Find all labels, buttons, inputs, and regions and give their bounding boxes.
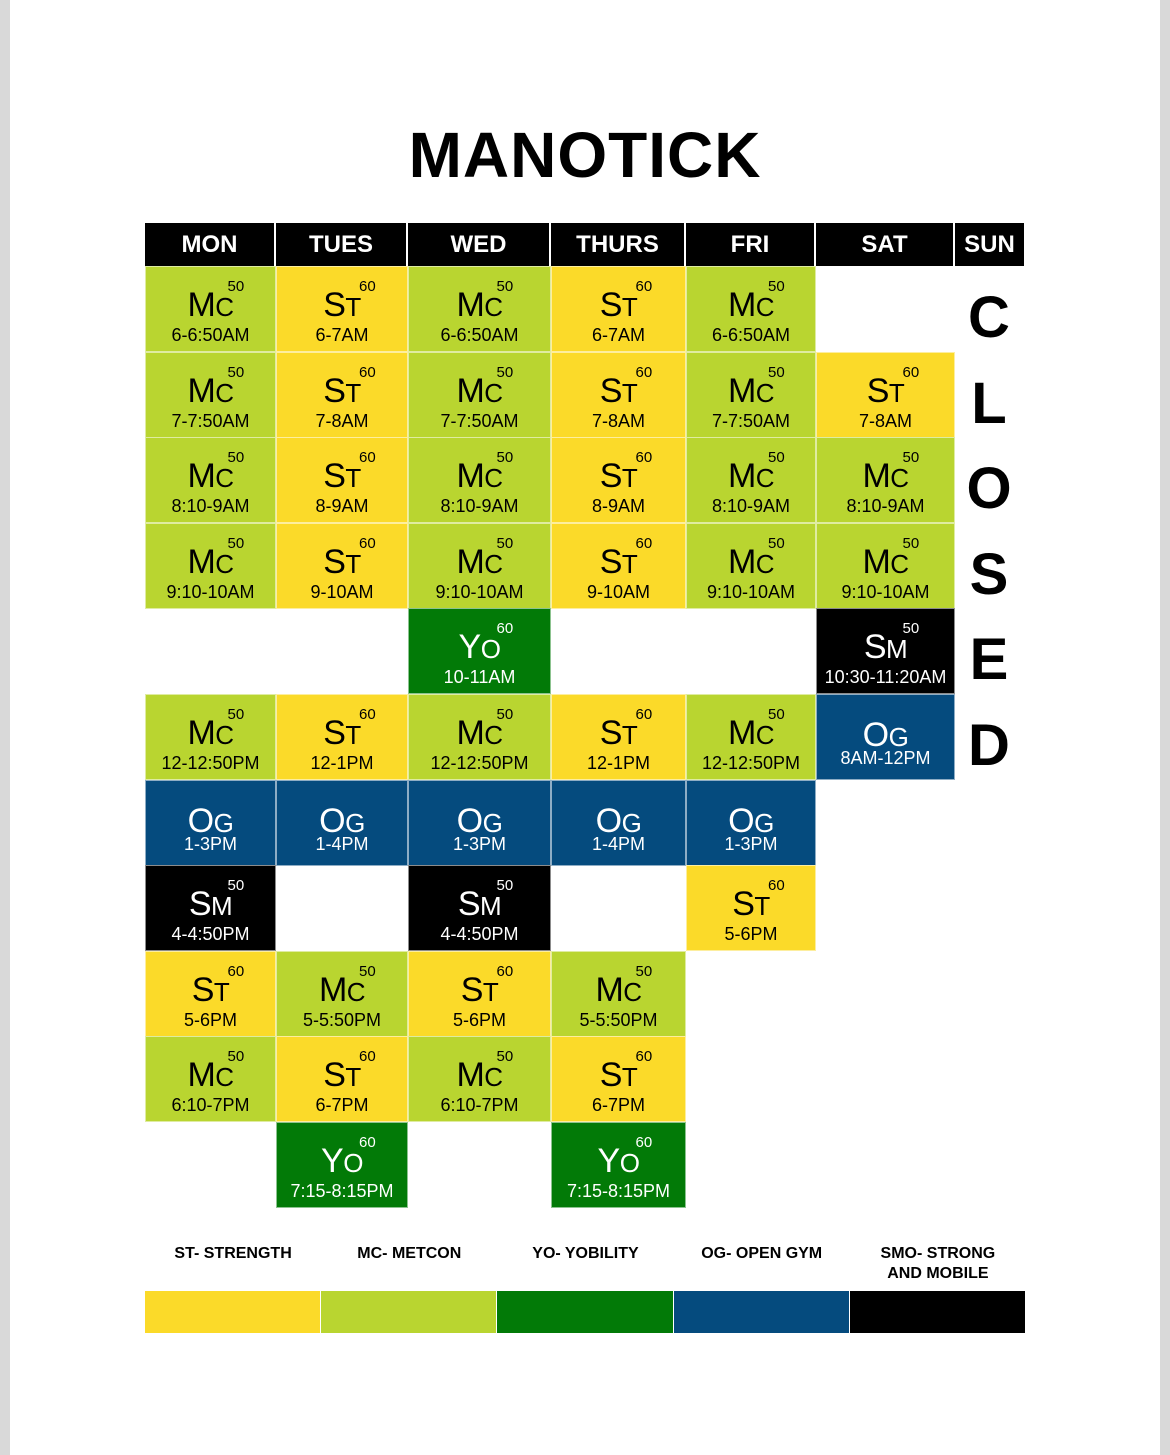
class-cell-tues-og [276, 780, 408, 866]
class-duration: 50 [496, 1048, 514, 1066]
class-code: MC [187, 457, 234, 496]
class-duration: 50 [768, 363, 785, 381]
class-cell-mon-mc [145, 437, 276, 523]
class-code: YO [321, 1142, 363, 1180]
class-time: 1-3PM [452, 833, 506, 854]
class-code: ST [323, 371, 361, 410]
legend-swatch-mc [321, 1291, 496, 1333]
class-cell-fri-mc [686, 694, 816, 780]
class-cell-tues-st [276, 437, 408, 523]
class-time: 6-7PM [591, 1095, 645, 1116]
class-code: ST [732, 885, 770, 924]
class-code: MC [727, 371, 775, 410]
class-time: 8-9AM [591, 496, 645, 517]
day-header-sun: SUN [955, 223, 1024, 266]
class-code: ST [323, 714, 361, 752]
class-duration: 60 [635, 278, 653, 295]
class-duration: 50 [496, 449, 514, 467]
page-title: MANOTICK [408, 119, 762, 191]
class-duration: 60 [359, 449, 376, 467]
class-code: ST [323, 542, 361, 581]
class-cell-wed-mc [408, 694, 551, 780]
class-duration: 50 [496, 534, 514, 552]
class-cell-sat-mc [816, 523, 955, 609]
class-cell-sat-og [816, 694, 955, 780]
class-cell-thurs-og [551, 780, 686, 866]
class-time: 5-6PM [183, 1009, 237, 1030]
class-duration: 50 [227, 449, 245, 467]
class-duration: 60 [359, 1134, 376, 1151]
class-duration: 50 [227, 363, 245, 381]
class-cell-mon-sm [145, 865, 276, 951]
class-cell-wed-st [408, 951, 551, 1037]
class-time: 8:10-9AM [711, 496, 791, 517]
class-time: 9:10-10AM [841, 581, 930, 602]
class-cell-wed-mc [408, 437, 551, 523]
class-cell-sat-mc [816, 437, 955, 523]
class-time: 12-12:50PM [161, 753, 260, 773]
class-cell-thurs-st [551, 694, 686, 780]
class-cell-thurs-yo [551, 1122, 686, 1208]
class-cell-fri-mc [686, 437, 816, 523]
class-time: 6-7AM [591, 325, 645, 345]
class-code: ST [191, 970, 230, 1009]
class-cell-tues-st [276, 352, 408, 438]
class-code: MC [727, 542, 775, 581]
class-code: SM [863, 628, 908, 667]
class-time: 7-8AM [858, 410, 912, 431]
class-time: 7-7:50AM [711, 410, 791, 431]
class-time: 1-4PM [591, 833, 645, 854]
class-code: SM [188, 885, 233, 924]
class-duration: 50 [902, 534, 920, 552]
class-code: OG [456, 801, 503, 840]
class-cell-mon-og [145, 780, 276, 866]
class-time: 1-3PM [183, 833, 237, 854]
class-code: SM [457, 885, 502, 924]
class-duration: 60 [359, 706, 376, 723]
class-code: ST [866, 371, 905, 410]
class-duration: 50 [902, 449, 920, 467]
class-time: 5-5:50PM [579, 1009, 658, 1030]
class-cell-sat-sm [816, 608, 955, 694]
class-time: 7:15-8:15PM [290, 1181, 394, 1201]
class-time: 1-4PM [315, 833, 369, 854]
class-duration: 50 [768, 449, 785, 467]
class-cell-tues-st [276, 694, 408, 780]
class-time: 12-1PM [310, 753, 374, 773]
closed-letter: L [971, 370, 1007, 436]
class-cell-mon-st [145, 951, 276, 1037]
class-cell-wed-mc [408, 352, 551, 438]
class-cell-thurs-st [551, 352, 686, 438]
class-cell-sat-st [816, 352, 955, 438]
class-time: 1-3PM [724, 833, 778, 854]
class-code: MC [862, 457, 909, 496]
class-time: 9:10-10AM [706, 581, 796, 602]
class-cell-thurs-mc [551, 951, 686, 1037]
day-header-fri: FRI [686, 223, 814, 266]
class-code: OG [595, 801, 642, 840]
class-time: 9-10AM [586, 581, 651, 602]
closed-letter: D [968, 713, 1010, 778]
class-code: OG [187, 801, 234, 840]
class-duration: 60 [359, 363, 376, 381]
class-code: ST [323, 457, 361, 496]
class-time: 12-1PM [586, 753, 651, 773]
legend-swatch-st [145, 1291, 320, 1333]
day-header-wed: WED [408, 223, 549, 266]
class-cell-tues-st [276, 1036, 408, 1122]
class-cell-wed-yo [408, 608, 551, 694]
class-time: 5-6PM [724, 924, 778, 945]
class-duration: 50 [496, 877, 514, 895]
legend-label-mc: MC- METCON [357, 1245, 462, 1262]
class-cell-tues-st [276, 266, 408, 352]
class-duration: 50 [635, 962, 653, 980]
day-header-thurs: THURS [551, 223, 684, 266]
class-code: MC [595, 970, 642, 1009]
class-duration: 60 [768, 877, 785, 895]
legend-label-st: ST- STRENGTH [174, 1245, 292, 1262]
class-time: 7-7:50AM [171, 410, 250, 431]
class-code: YO [597, 1142, 640, 1180]
class-time: 10:30-11:20AM [824, 667, 947, 688]
class-time: 4-4:50PM [440, 924, 519, 945]
class-code: MC [187, 542, 234, 581]
class-time: 9:10-10AM [435, 581, 524, 602]
class-cell-wed-mc [408, 1036, 551, 1122]
class-code: MC [456, 542, 503, 581]
class-time: 6-6:50AM [711, 325, 791, 345]
class-duration: 60 [635, 363, 653, 381]
class-duration: 60 [496, 962, 514, 980]
class-duration: 60 [902, 363, 920, 381]
class-cell-fri-mc [686, 266, 816, 352]
class-duration: 60 [635, 706, 653, 723]
class-time: 6-6:50AM [171, 325, 250, 345]
class-cell-thurs-st [551, 1036, 686, 1122]
class-code: MC [456, 286, 503, 324]
class-code: ST [599, 1056, 638, 1095]
class-time: 5-5:50PM [302, 1009, 382, 1030]
class-cell-tues-st [276, 523, 408, 609]
class-code: ST [323, 286, 361, 324]
class-code: ST [599, 714, 638, 752]
class-duration: 50 [768, 706, 785, 723]
class-code: MC [727, 714, 775, 752]
class-duration: 50 [496, 363, 514, 381]
class-duration: 60 [635, 1048, 653, 1066]
class-duration: 60 [359, 1048, 376, 1066]
class-code: ST [599, 542, 638, 581]
class-code: MC [456, 1056, 503, 1095]
class-duration: 50 [902, 620, 920, 638]
class-time: 6-7PM [315, 1095, 369, 1116]
day-header-mon: MON [145, 223, 274, 266]
class-cell-tues-yo [276, 1122, 408, 1208]
class-code: MC [318, 970, 366, 1009]
class-code: MC [456, 371, 503, 410]
closed-letter: O [966, 456, 1012, 522]
class-code: ST [599, 286, 638, 324]
class-code: MC [187, 286, 234, 324]
legend-swatch-sm [850, 1291, 1025, 1333]
class-cell-thurs-st [551, 437, 686, 523]
class-code: MC [727, 286, 775, 324]
class-duration: 50 [359, 962, 376, 980]
class-duration: 60 [227, 962, 245, 980]
class-code: MC [727, 457, 775, 496]
class-code: MC [456, 714, 503, 752]
class-time: 10-11AM [443, 667, 516, 688]
class-code: MC [187, 371, 234, 410]
class-duration: 60 [359, 534, 376, 552]
class-time: 8:10-9AM [171, 496, 250, 517]
class-duration: 50 [227, 706, 245, 723]
class-time: 7-7:50AM [440, 410, 519, 431]
day-header-sat: SAT [816, 223, 953, 266]
class-duration: 60 [635, 449, 653, 467]
class-cell-tues-mc [276, 951, 408, 1037]
class-code: YO [458, 628, 501, 667]
legend-label-sm: SMO- STRONG AND MOBILE [880, 1245, 996, 1282]
legend-label-og: OG- OPEN GYM [701, 1245, 823, 1262]
class-cell-mon-mc [145, 266, 276, 352]
class-duration: 50 [496, 706, 514, 723]
class-code: MC [187, 1056, 234, 1095]
class-code: OG [862, 716, 909, 754]
class-time: 9:10-10AM [166, 581, 255, 602]
class-time: 6-6:50AM [440, 325, 519, 345]
class-cell-fri-og [686, 780, 816, 866]
class-code: OG [319, 801, 365, 840]
legend-label-yo: YO- YOBILITY [532, 1245, 639, 1262]
class-duration: 50 [227, 877, 245, 895]
class-cell-wed-og [408, 780, 551, 866]
class-time: 6:10-7PM [171, 1095, 250, 1116]
class-duration: 60 [359, 278, 376, 295]
legend-swatch-og [674, 1291, 849, 1333]
class-cell-mon-mc [145, 352, 276, 438]
class-code: ST [323, 1056, 361, 1095]
class-cell-fri-mc [686, 352, 816, 438]
class-cell-mon-mc [145, 694, 276, 780]
class-cell-fri-mc [686, 523, 816, 609]
class-duration: 50 [768, 534, 785, 552]
class-duration: 60 [496, 620, 514, 638]
class-time: 6-7AM [315, 325, 369, 345]
class-cell-mon-mc [145, 523, 276, 609]
class-cell-wed-mc [408, 523, 551, 609]
day-header-tues: TUES [276, 223, 406, 266]
class-time: 12-12:50PM [701, 753, 801, 773]
class-time: 9-10AM [310, 581, 374, 602]
class-time: 6:10-7PM [440, 1095, 519, 1116]
class-duration: 50 [227, 1048, 245, 1066]
legend-swatch-yo [497, 1291, 672, 1333]
class-duration: 50 [227, 534, 245, 552]
class-cell-fri-st [686, 865, 816, 951]
class-cell-wed-mc [408, 266, 551, 352]
class-duration: 60 [635, 534, 653, 552]
class-time: 4-4:50PM [171, 924, 250, 945]
class-time: 8-9AM [315, 496, 369, 517]
class-code: OG [728, 801, 774, 840]
class-time: 7:15-8:15PM [566, 1181, 671, 1201]
class-cell-wed-sm [408, 865, 551, 951]
class-duration: 50 [768, 278, 785, 295]
closed-letter: E [969, 627, 1009, 693]
class-duration: 60 [635, 1134, 653, 1151]
class-code: MC [187, 714, 234, 752]
class-time: 8:10-9AM [846, 496, 925, 517]
class-cell-mon-mc [145, 1036, 276, 1122]
class-duration: 50 [227, 278, 245, 295]
class-time: 7-8AM [315, 410, 369, 431]
class-time: 7-8AM [591, 410, 645, 431]
class-time: 5-6PM [452, 1009, 506, 1030]
class-time: 8AM-12PM [840, 748, 931, 768]
class-code: MC [862, 542, 909, 581]
class-time: 8:10-9AM [440, 496, 519, 517]
class-time: 12-12:50PM [430, 753, 529, 773]
class-code: ST [460, 970, 499, 1009]
class-code: ST [599, 457, 638, 496]
closed-letter: S [969, 541, 1009, 607]
class-duration: 50 [496, 278, 514, 295]
class-code: ST [599, 371, 638, 410]
class-cell-thurs-st [551, 266, 686, 352]
class-cell-thurs-st [551, 523, 686, 609]
class-code: MC [456, 457, 503, 496]
closed-letter: C [968, 285, 1010, 350]
